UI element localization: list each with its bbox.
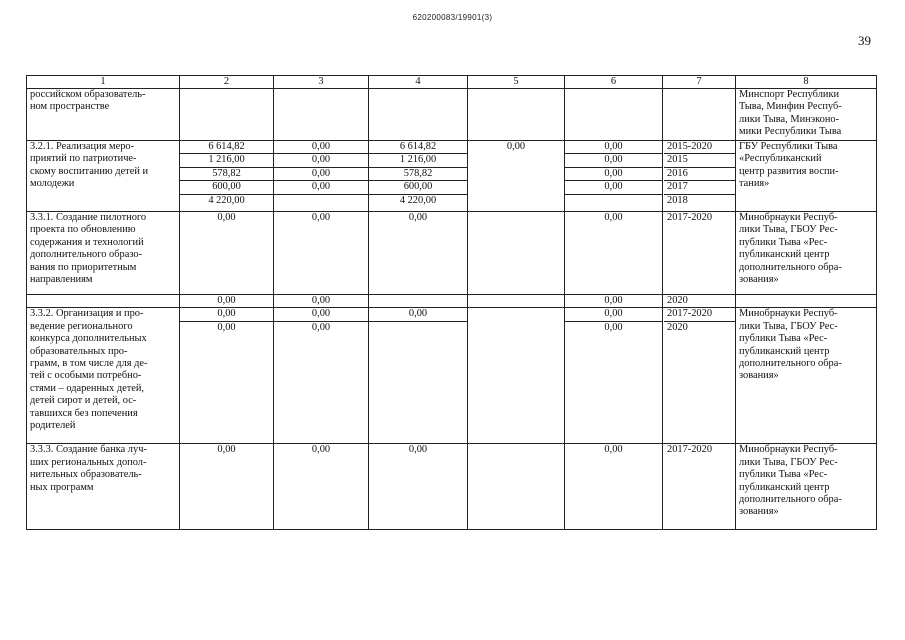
value-line: 2016 [664, 168, 735, 181]
value-line: 0,00 [565, 308, 662, 321]
extra-budget-cell: 0,00 [565, 444, 663, 530]
responsible-executors-cell: Минобрнауки Респуб- лики Тыва, ГБОУ Рес- публики Тыва «Рес- публиканский центр дополнительного обра- зования» [736, 444, 877, 530]
page-number: 39 [858, 33, 871, 48]
value-line: 0,00 [565, 154, 662, 167]
column-number-header: 5 [468, 76, 565, 89]
republic-budget-cell: 0,00 [369, 212, 468, 295]
period-cell: 2020 [663, 295, 736, 308]
federal-budget-cell [274, 308, 369, 444]
value-line: 2015 [664, 154, 735, 167]
table-row [27, 444, 877, 530]
responsible-executors-cell [736, 295, 877, 308]
responsible-executors-cell: Минобрнауки Респуб- лики Тыва, ГБОУ Рес- публики Тыва «Рес- публиканский центр дополнительного обра- зования» [736, 212, 877, 295]
activity-name-cell: 3.3.1. Создание пилотного проекта по обновлению содержания и технологий дополнительного образо- вания по приоритетным направлениям [27, 212, 180, 295]
activity-name-cell: российском образователь- ном пространстве [27, 89, 180, 141]
federal-budget-cell: 0,00 [274, 295, 369, 308]
period-cell [663, 141, 736, 212]
federal-budget-cell: 0,00 [274, 212, 369, 295]
table-row [27, 212, 877, 295]
value-line: 1 216,00 [180, 154, 273, 167]
value-line: 4 220,00 [399, 194, 437, 206]
column-number-header-row [27, 76, 877, 89]
value-line: 0,00 [274, 141, 368, 154]
empty-cell [468, 89, 565, 141]
value-line: 0,00 [565, 181, 662, 194]
extra-budget-cell [565, 308, 663, 444]
value-line: 0,00 [217, 321, 236, 333]
value-line: 0,00 [180, 308, 273, 321]
local-budget-cell [468, 444, 565, 530]
column-number-header: 4 [369, 76, 468, 89]
value-line: 0,00 [506, 141, 526, 152]
value-line [372, 322, 464, 334]
local-budget-cell [468, 141, 565, 212]
value-line: 2017-2020 [664, 308, 735, 321]
value-line [277, 195, 365, 207]
table-row [27, 141, 877, 212]
value-line: 0,00 [311, 321, 331, 333]
column-number-header: 1 [27, 76, 180, 89]
federal-budget-cell [274, 141, 369, 212]
value-line: 6 614,82 [369, 141, 467, 154]
value-line: 0,00 [274, 154, 368, 167]
empty-cell [565, 89, 663, 141]
table-row [27, 308, 877, 444]
value-line: 0,00 [565, 168, 662, 181]
total-funding-cell: 0,00 [180, 212, 274, 295]
program-activities-table [26, 75, 877, 530]
republic-budget-cell [369, 141, 468, 212]
activity-name-cell: 3.2.1. Реализация меро- приятий по патриотиче- скому воспитанию детей и молодежи [27, 141, 180, 212]
extra-budget-cell: 0,00 [565, 295, 663, 308]
responsible-executors-cell: Минобрнауки Респуб- лики Тыва, ГБОУ Рес- публики Тыва «Рес- публиканский центр дополнительного обра- зования» [736, 308, 877, 444]
value-line: 0,00 [274, 168, 368, 181]
activity-name-cell: 3.3.3. Создание банка луч- ших региональных допол- нительных образователь- ных программ [27, 444, 180, 530]
period-cell: 2017-2020 [663, 212, 736, 295]
responsible-executors-cell: Минспорт Республики Тыва, Минфин Респуб- лики Тыва, Минэконо- мики Республики Тыва [736, 89, 877, 141]
value-line: 0,00 [274, 181, 368, 194]
value-line: 600,00 [180, 181, 273, 194]
value-line: 578,82 [369, 168, 467, 181]
empty-cell [369, 89, 468, 141]
activity-name-cell: 3.3.2. Организация и про- ведение регионального конкурса дополнительных образовательных про- грамм, в том числе для де- тей с особыми потребно- стями – одаренных детей, детей сирот и детей, ос- тавшихся без попечения родителей [27, 308, 180, 444]
empty-cell [180, 89, 274, 141]
value-line: 0,00 [604, 321, 623, 333]
local-budget-cell [468, 212, 565, 295]
total-funding-cell [180, 308, 274, 444]
value-line: 2017 [664, 181, 735, 194]
empty-cell [663, 89, 736, 141]
extra-budget-cell: 0,00 [565, 212, 663, 295]
extra-budget-cell [565, 141, 663, 212]
period-cell: 2017-2020 [663, 444, 736, 530]
local-budget-cell [468, 308, 565, 444]
empty-cell [27, 295, 180, 308]
table-row [27, 295, 877, 308]
republic-budget-cell [369, 308, 468, 444]
value-line: 2018 [667, 194, 688, 206]
value-line: 2020 [667, 321, 688, 333]
total-funding-cell: 0,00 [180, 295, 274, 308]
value-line: 0,00 [565, 141, 662, 154]
column-number-header: 7 [663, 76, 736, 89]
value-line: 578,82 [180, 168, 273, 181]
column-number-header: 2 [180, 76, 274, 89]
value-line: 6 614,82 [180, 141, 273, 154]
federal-budget-cell: 0,00 [274, 444, 369, 530]
document-code: 620200083/19901(3) [412, 13, 493, 22]
column-number-header: 6 [565, 76, 663, 89]
republic-budget-cell: 0,00 [369, 444, 468, 530]
table-row [27, 89, 877, 141]
value-line: 1 216,00 [369, 154, 467, 167]
value-line [568, 195, 659, 207]
period-cell [663, 308, 736, 444]
column-number-header: 8 [736, 76, 877, 89]
total-funding-cell [180, 141, 274, 212]
column-number-header: 3 [274, 76, 369, 89]
value-line: 600,00 [369, 181, 467, 194]
value-line: 4 220,00 [208, 194, 245, 206]
value-line: 0,00 [274, 308, 368, 321]
total-funding-cell: 0,00 [180, 444, 274, 530]
value-line: 0,00 [369, 308, 467, 321]
empty-cell [274, 89, 369, 141]
value-line: 2015-2020 [664, 141, 735, 154]
republic-budget-cell [369, 295, 468, 308]
local-budget-cell [468, 295, 565, 308]
responsible-executors-cell: ГБУ Республики Тыва «Республиканский центр развития воспи- тания» [736, 141, 877, 212]
